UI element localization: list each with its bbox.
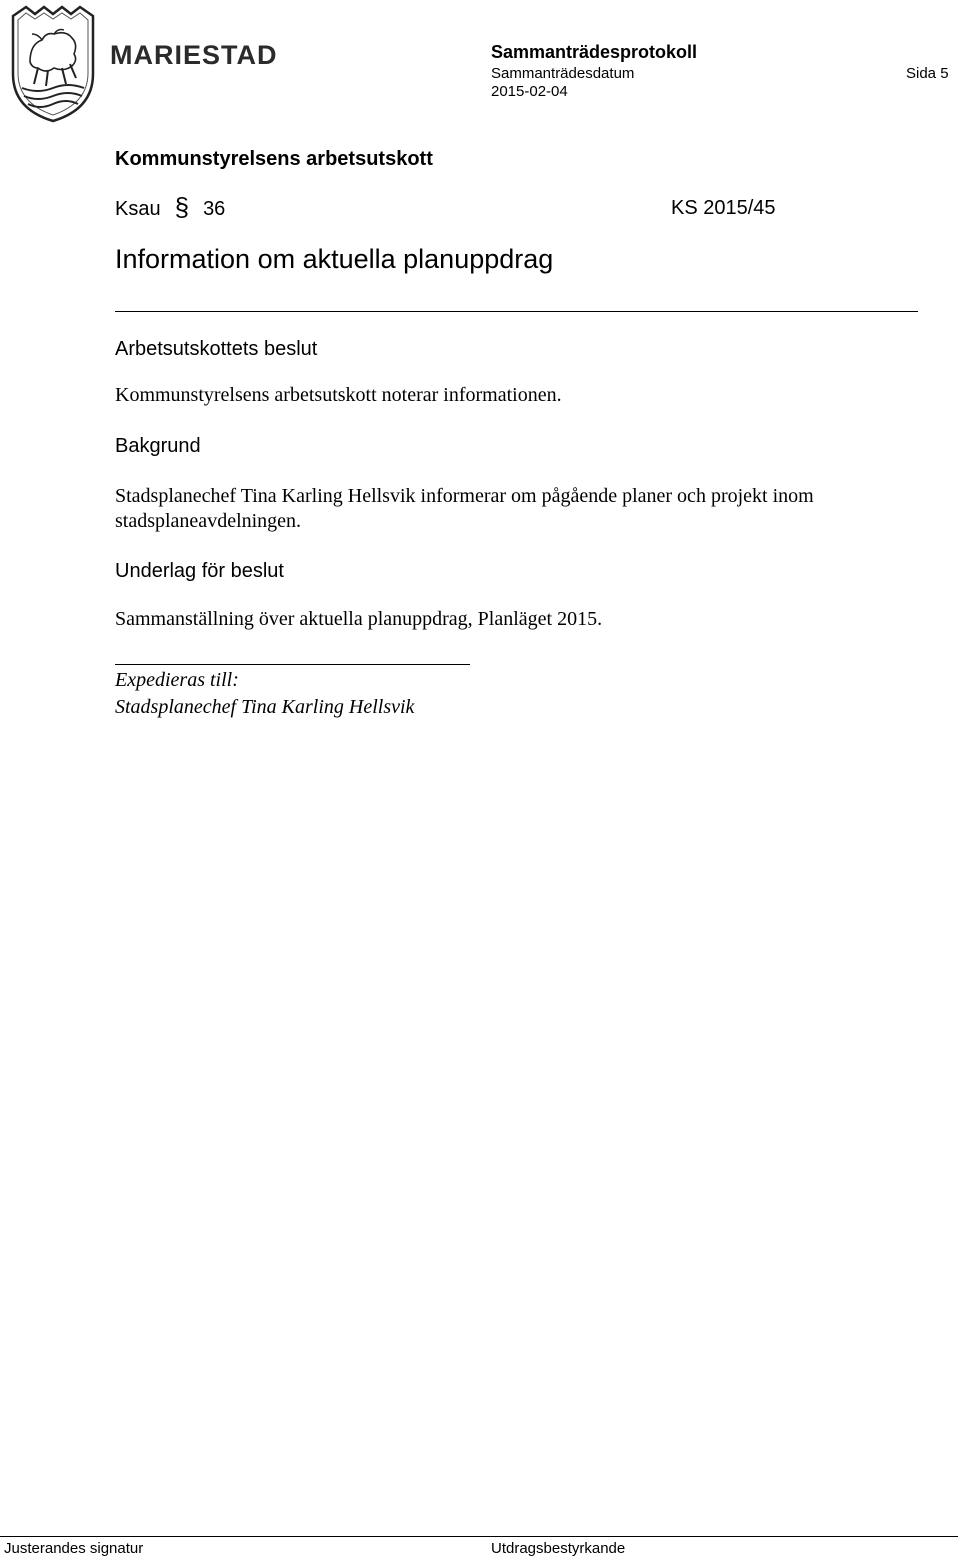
decision-heading: Arbetsutskottets beslut bbox=[115, 338, 318, 360]
background-heading: Bakgrund bbox=[115, 435, 201, 457]
basis-heading: Underlag för beslut bbox=[115, 560, 284, 582]
dispatch-label: Expedieras till: bbox=[115, 669, 239, 691]
background-text: Stadsplanechef Tina Karling Hellsvik informerar om pågående planer och projekt inom stadsplaneavdelningen. bbox=[115, 485, 814, 532]
meeting-date: 2015-02-04 bbox=[491, 83, 568, 100]
page-number: Sida 5 bbox=[906, 65, 949, 82]
footer-divider bbox=[0, 1536, 958, 1537]
committee-name: Kommunstyrelsens arbetsutskott bbox=[115, 148, 433, 170]
footer-certification-label: Utdragsbestyrkande bbox=[491, 1540, 626, 1557]
title-divider bbox=[115, 311, 918, 312]
case-number: KS 2015/45 bbox=[671, 197, 776, 219]
paragraph-number: 36 bbox=[203, 198, 226, 220]
basis-text: Sammanställning över aktuella planuppdrag, Planläget 2015. bbox=[115, 608, 603, 630]
dispatch-recipient: Stadsplanechef Tina Karling Hellsvik bbox=[115, 696, 415, 718]
dispatch-divider bbox=[115, 664, 470, 665]
logo-wordmark: MARIESTAD bbox=[110, 40, 278, 70]
section-sign: § bbox=[174, 192, 190, 222]
protocol-title: Sammanträdesprotokoll bbox=[491, 42, 698, 62]
footer-signature-label: Justerandes signatur bbox=[4, 1540, 144, 1557]
paragraph-prefix: Ksau bbox=[115, 198, 161, 220]
paragraph-reference bbox=[115, 192, 226, 222]
coat-of-arms-bull-icon bbox=[8, 4, 98, 124]
document-title: Information om aktuella planuppdrag bbox=[115, 244, 554, 274]
decision-text: Kommunstyrelsens arbetsutskott noterar informationen. bbox=[115, 384, 562, 406]
meeting-date-label: Sammanträdesdatum bbox=[491, 65, 635, 82]
